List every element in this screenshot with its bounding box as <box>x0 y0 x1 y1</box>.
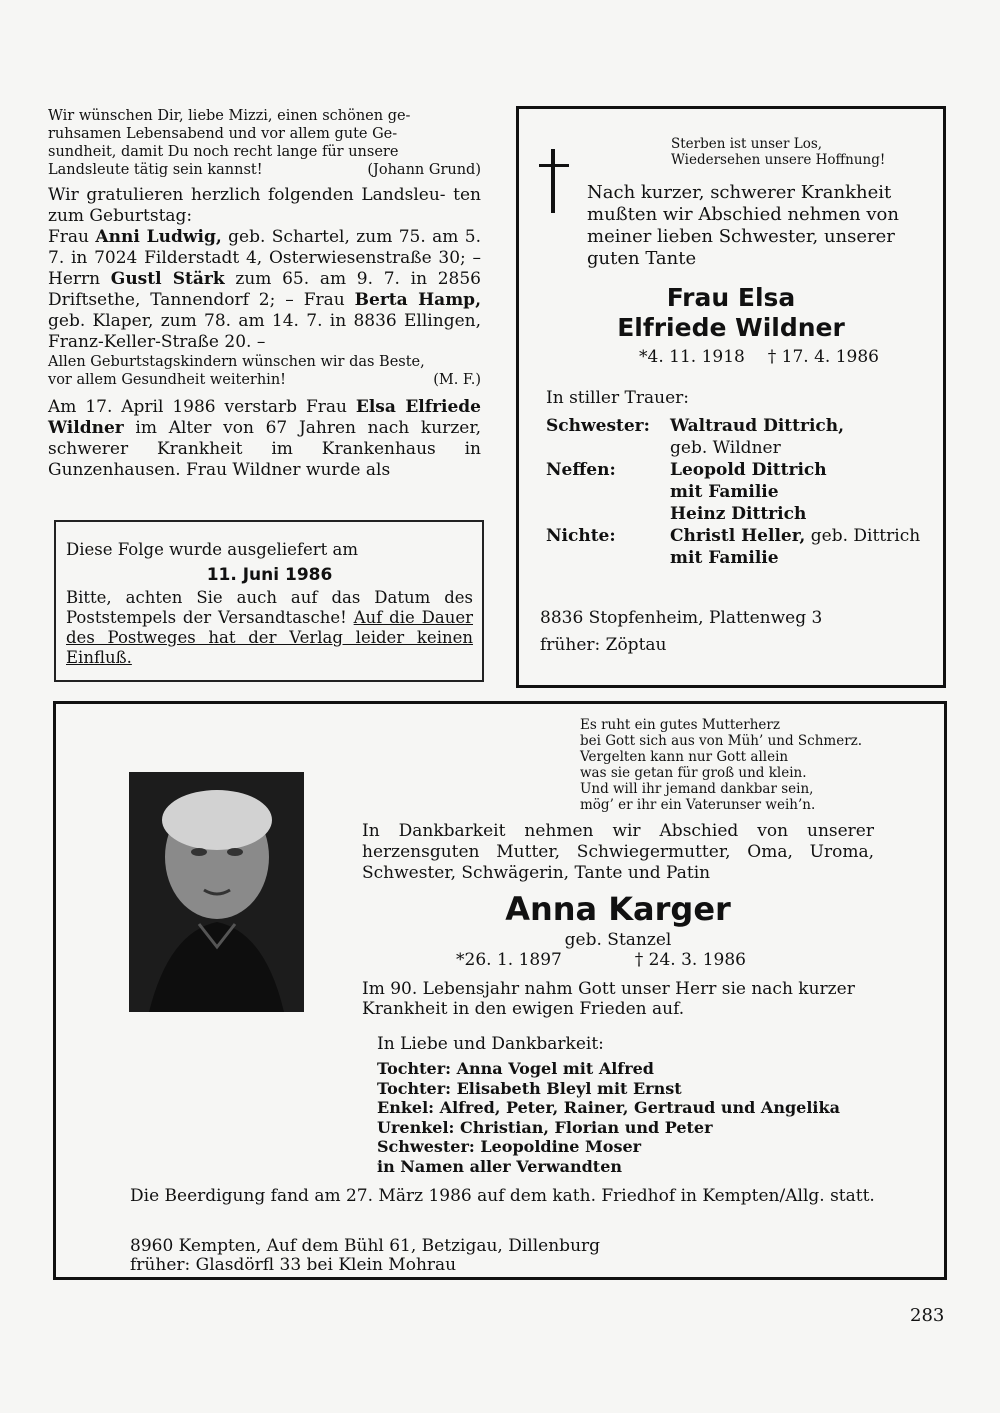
text-run: Frau <box>48 227 96 247</box>
relative-line <box>670 481 946 503</box>
text-run: zum 65. am 9. 7. in 2856 Driftsethe, Tannendorf 2; – Frau <box>48 269 481 310</box>
text-run: Am 17. April 1986 verstarb Frau <box>48 397 356 417</box>
wildner-name-line: Frau Elsa <box>666 283 796 312</box>
wildner-name-line: Elfriede Wildner <box>617 313 845 342</box>
relative-names <box>670 415 946 459</box>
karger-dates <box>456 950 746 970</box>
relative-line <box>670 415 946 437</box>
relative-name: Waltraud Dittrich, <box>670 416 845 436</box>
relative-note: geb. Wildner <box>670 438 781 458</box>
family-line: Enkel: Alfred, Peter, Rainer, Gertraud und Angelika <box>377 1098 840 1117</box>
delivery-hint: Bitte, achten Sie auch auf das Datum des Poststempels der Versandtasche! <box>66 588 473 627</box>
greeting-last-line <box>48 161 481 179</box>
poem-line: was sie getan für groß und klein. <box>580 765 807 781</box>
wishes-last: vor allem Gesundheit weiterhin! <box>48 372 286 388</box>
karger-thanks: In Liebe und Dankbarkeit: <box>377 1034 604 1054</box>
karger-death-text: Im 90. Lebensjahr nahm Gott unser Herr sie nach kurzer Krankheit in den ewigen Frieden auf. <box>362 979 855 1019</box>
relative-group <box>546 415 946 459</box>
poem-line: mög’ er ihr ein Vaterunser weih’n. <box>580 797 816 813</box>
greeting-lines <box>48 107 481 161</box>
greeting-line: Wir wünschen Dir, liebe Mizzi, einen schönen ge- <box>48 108 411 124</box>
wildner-former: früher: Zöptau <box>540 635 667 655</box>
relative-name: mit Familie <box>670 548 779 568</box>
bold-name: Berta Hamp, <box>354 290 481 310</box>
page-number: 283 <box>910 1305 945 1326</box>
left-column <box>48 107 481 481</box>
bold-name: Anni Ludwig, <box>95 227 222 247</box>
wildner-intro: Nach kurzer, schwerer Krankheit mußten wir Abschied nehmen von meiner lieben Schwester, unserer guten Tante <box>587 182 899 269</box>
portrait-photo <box>129 772 304 1012</box>
relative-name: Leopold Dittrich <box>670 460 827 480</box>
relative-names <box>670 525 946 569</box>
wildner-mourning: In stiller Trauer: <box>546 388 689 408</box>
poem-line: Vergelten kann nur Gott allein <box>580 749 789 765</box>
relative-line <box>670 459 946 481</box>
delivery-date: 11. Juni 1986 <box>206 565 333 585</box>
relative-label: Nichte: <box>546 526 616 546</box>
wildner-quote <box>671 136 931 168</box>
relative-line <box>670 547 946 569</box>
relative-group <box>546 459 946 525</box>
karger-name: Anna Karger <box>505 890 731 928</box>
greeting-author: (Johann Grund) <box>367 162 481 178</box>
karger-former: früher: Glasdörfl 33 bei Klein Mohrau <box>130 1255 457 1275</box>
wildner-dates <box>639 347 879 367</box>
karger-born-as: geb. Stanzel <box>564 930 672 950</box>
family-line: Tochter: Anna Vogel mit Alfred <box>377 1059 654 1078</box>
bold-name: Gustl Stärk <box>110 269 225 289</box>
delivery-intro: Diese Folge wurde ausgeliefert am <box>66 540 358 559</box>
relative-name: mit Familie <box>670 482 779 502</box>
birthday-list <box>48 227 481 353</box>
wishes-line: Allen Geburtstagskindern wünschen wir das Beste, <box>48 354 425 370</box>
wildner-address: 8836 Stopfenheim, Plattenweg 3 <box>540 608 823 628</box>
wildner-quote-line: Sterben ist unser Los, <box>671 136 823 152</box>
delivery-notice-box <box>54 520 484 682</box>
obituary-wildner <box>516 106 946 688</box>
relative-label: Neffen: <box>546 460 616 480</box>
family-line: in Namen aller Verwandten <box>377 1156 623 1176</box>
greeting-paragraph <box>48 107 481 179</box>
poem-line: Und will ihr jemand dankbar sein, <box>580 781 814 797</box>
poem-line: bei Gott sich aus von Müh’ und Schmerz. <box>580 733 863 749</box>
greeting-last: Landsleute tätig sein kannst! <box>48 162 263 178</box>
karger-funeral: Die Beerdigung fand am 27. März 1986 auf dem kath. Friedhof in Kempten/Allg. statt. <box>130 1186 875 1206</box>
relative-name: Heinz Dittrich <box>670 504 807 524</box>
relative-line <box>670 437 946 459</box>
relative-line <box>670 503 946 525</box>
relative-label: Schwester: <box>546 416 650 436</box>
relative-names <box>670 459 946 525</box>
karger-family-list <box>377 1059 897 1176</box>
obituary-karger <box>53 701 947 1280</box>
karger-poem <box>580 717 870 813</box>
karger-birth: *26. 1. 1897 <box>456 950 562 970</box>
family-line: Tochter: Elisabeth Bleyl mit Ernst <box>377 1078 682 1098</box>
poem-line: Es ruht ein gutes Mutterherz <box>580 717 780 733</box>
relative-note: geb. Dittrich <box>805 526 921 546</box>
text-run: geb. Klaper, zum 78. am 14. 7. in 8836 Ellingen, Franz-Keller-Straße 20. – <box>48 311 481 352</box>
text-run: im Alter von 67 Jahren nach kurzer, schwerer Krankheit im Krankenhaus in Gunzenhausen. Frau Wildner wurde als <box>48 418 481 480</box>
text-run: geb. Schartel, zum 75. am 5. 7. in 7024 Filderstadt 4, Osterwiesenstraße 30; – Herrn <box>48 227 481 289</box>
wildner-name-block <box>519 283 943 343</box>
wildner-quote-line: Wiedersehen unsere Hoffnung! <box>671 152 886 168</box>
relative-name: Christl Heller, <box>670 526 806 546</box>
karger-address: 8960 Kempten, Auf dem Bühl 61, Betzigau, Dillenburg <box>130 1236 601 1256</box>
wishes-author: (M. F.) <box>433 372 481 388</box>
wildner-relatives <box>546 415 946 569</box>
relative-group <box>546 525 946 569</box>
karger-death: † 24. 3. 1986 <box>634 950 746 970</box>
death-notice-text <box>48 397 481 481</box>
bold-name: Elsa Elfriede Wildner <box>48 397 481 438</box>
wishes-last-line <box>48 371 481 389</box>
wildner-birth: *4. 11. 1918 <box>639 347 745 367</box>
birthday-intro: Wir gratulieren herzlich folgenden Landsleu- ten zum Geburtstag: <box>48 185 481 226</box>
family-line: Urenkel: Christian, Florian und Peter <box>377 1117 713 1137</box>
relative-line <box>670 525 946 547</box>
delivery-text <box>66 588 473 668</box>
wildner-death: † 17. 4. 1986 <box>767 347 879 367</box>
delivery-disclaimer: Auf die Dauer des Postweges hat der Verlag leider keinen Einfluß. <box>66 608 473 667</box>
cross-icon <box>539 149 569 213</box>
greeting-line: ruhsamen Lebensabend und vor allem gute Ge- <box>48 126 398 142</box>
karger-intro: In Dankbarkeit nehmen wir Abschied von unserer herzensguten Mutter, Schwiegermutter, Oma, Uroma, Schwester, Schwägerin, Tante und Patin <box>362 821 874 883</box>
greeting-line: sundheit, damit Du noch recht lange für unsere <box>48 144 399 160</box>
family-line: Schwester: Leopoldine Moser <box>377 1137 642 1156</box>
wishes-paragraph <box>48 353 481 389</box>
